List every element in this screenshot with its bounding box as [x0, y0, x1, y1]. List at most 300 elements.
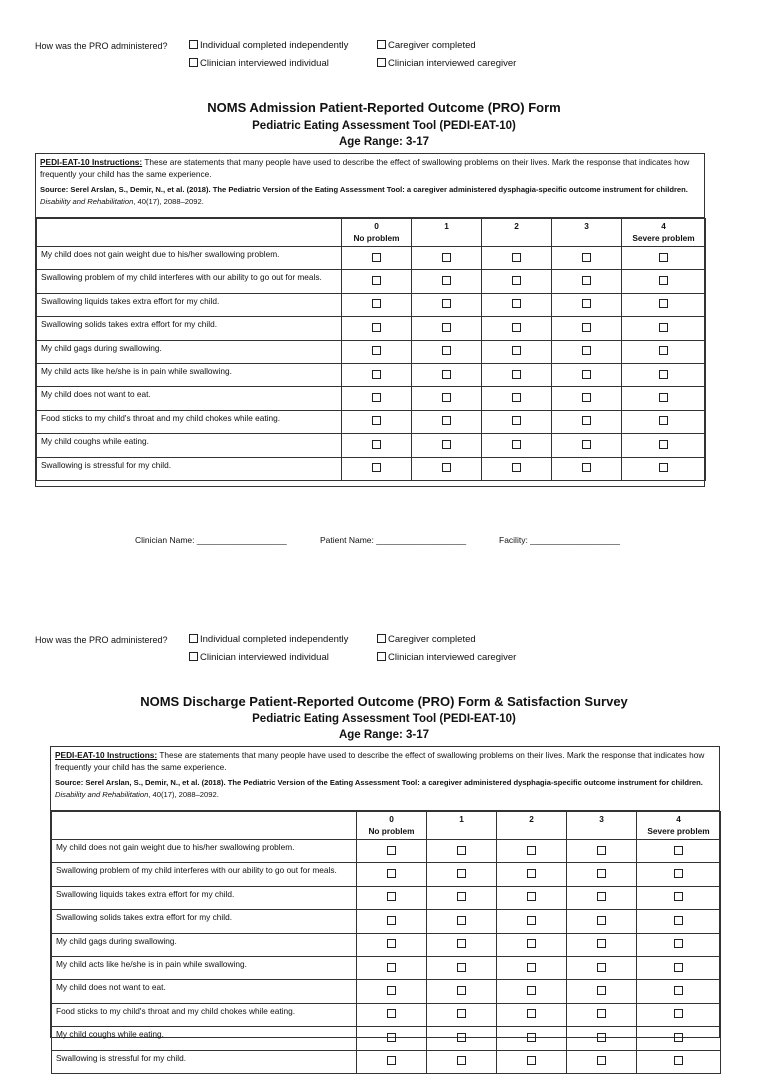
score-cell-1	[412, 247, 482, 270]
checkbox-icon[interactable]	[372, 346, 381, 355]
admission-form	[35, 153, 705, 487]
checkbox-icon[interactable]	[527, 846, 536, 855]
statement-text: My child coughs while eating.	[37, 434, 342, 457]
table-row	[37, 247, 706, 270]
score-cell-2	[482, 387, 552, 410]
score-cell-3	[552, 363, 622, 386]
checkbox-icon[interactable]	[372, 323, 381, 332]
score-cell-1	[427, 910, 497, 933]
checkbox-icon[interactable]	[527, 869, 536, 878]
score-cell-1	[412, 363, 482, 386]
checkbox-icon[interactable]	[659, 323, 668, 332]
score-cell-0	[357, 1050, 427, 1073]
header-score-number: 0	[374, 221, 379, 231]
header-score-number: 4	[661, 221, 666, 231]
score-cell-2	[482, 293, 552, 316]
checkbox-icon[interactable]	[582, 440, 591, 449]
checkbox-icon[interactable]	[457, 1009, 466, 1018]
admission-subtitle: Pediatric Eating Assessment Tool (PEDI-EAT-10)	[252, 120, 516, 132]
instructions-label: PEDI-EAT-10 Instructions:	[55, 750, 158, 760]
score-cell-3	[567, 980, 637, 1003]
checkbox-icon[interactable]	[527, 1009, 536, 1018]
score-cell-4	[637, 1050, 721, 1073]
table-row	[52, 840, 721, 863]
checkbox-icon[interactable]	[527, 916, 536, 925]
score-cell-4	[622, 387, 706, 410]
checkbox-icon[interactable]	[597, 963, 606, 972]
score-cell-0	[342, 387, 412, 410]
header-score-3	[552, 219, 622, 247]
table-row	[52, 1050, 721, 1073]
statement-text: My child gags during swallowing.	[37, 340, 342, 363]
discharge-title: NOMS Discharge Patient-Reported Outcome (PRO) Form & Satisfaction Survey	[140, 694, 628, 709]
score-cell-2	[497, 886, 567, 909]
score-cell-1	[412, 457, 482, 480]
checkbox-icon[interactable]	[674, 1033, 683, 1042]
score-cell-0	[357, 863, 427, 886]
checkbox-icon[interactable]	[372, 393, 381, 402]
statement-text: My child acts like he/she is in pain while swallowing.	[37, 363, 342, 386]
score-cell-1	[412, 340, 482, 363]
table-row	[37, 457, 706, 480]
score-cell-1	[412, 434, 482, 457]
checkbox-icon[interactable]	[674, 986, 683, 995]
checkbox-icon[interactable]	[659, 393, 668, 402]
statement-text: Swallowing is stressful for my child.	[37, 457, 342, 480]
checkbox-icon[interactable]	[597, 1056, 606, 1065]
checkbox-icon[interactable]	[582, 370, 591, 379]
header-score-number: 4	[676, 814, 681, 824]
score-cell-4	[622, 434, 706, 457]
checkbox-icon[interactable]	[674, 1056, 683, 1065]
score-cell-1	[427, 840, 497, 863]
checkbox-icon[interactable]	[442, 463, 451, 472]
score-cell-4	[637, 1003, 721, 1026]
checkbox-icon[interactable]	[387, 869, 396, 878]
checkbox-icon[interactable]	[442, 253, 451, 262]
table-row	[37, 387, 706, 410]
table-row	[52, 980, 721, 1003]
score-cell-3	[552, 317, 622, 340]
score-cell-1	[427, 863, 497, 886]
score-cell-0	[342, 247, 412, 270]
score-cell-2	[482, 434, 552, 457]
checkbox-icon[interactable]	[597, 1033, 606, 1042]
score-cell-0	[342, 270, 412, 293]
instructions-text: These are statements that many people have used to describe the effect of swallowing problems on their lives. Mark the response that indicates how frequently your child has the same experience.	[55, 750, 705, 772]
discharge-form	[50, 746, 720, 1063]
source-citation: Source: Serel Arslan, S., Demir, N., et al. (2018). The Pediatric Version of the Eating Assessment Tool: a caregiver administered dysphagia-specific outcome instrument for children. Disability and Rehabilitation, 40(17), 2088–2092.	[55, 778, 703, 799]
score-cell-2	[497, 863, 567, 886]
statement-text: My child does not want to eat.	[37, 387, 342, 410]
header-score-4	[622, 219, 706, 247]
score-cell-0	[357, 933, 427, 956]
checkbox-icon[interactable]	[457, 846, 466, 855]
table-row	[52, 1027, 721, 1050]
checkbox-icon[interactable]	[372, 440, 381, 449]
checkbox-icon[interactable]	[457, 892, 466, 901]
checkbox-icon[interactable]	[527, 892, 536, 901]
score-cell-1	[427, 1003, 497, 1026]
option-clinician-interviewed-individual[interactable]: Clinician interviewed individual	[189, 652, 329, 663]
header-score-1	[427, 812, 497, 840]
score-cell-3	[567, 1050, 637, 1073]
header-score-0	[357, 812, 427, 840]
instructions-text: These are statements that many people have used to describe the effect of swallowing problems on their lives. Mark the response that indicates how frequently your child has the same experience.	[40, 157, 690, 179]
checkbox-icon[interactable]	[457, 939, 466, 948]
score-cell-4	[622, 410, 706, 433]
checkbox-icon[interactable]	[597, 869, 606, 878]
admission-age-range: Age Range: 3-17	[338, 136, 430, 148]
score-cell-4	[622, 270, 706, 293]
score-cell-0	[357, 840, 427, 863]
checkbox-icon[interactable]	[512, 346, 521, 355]
checkbox-icon[interactable]	[387, 892, 396, 901]
checkbox-icon[interactable]	[582, 393, 591, 402]
score-cell-1	[412, 387, 482, 410]
checkbox-icon[interactable]	[659, 440, 668, 449]
score-cell-2	[482, 363, 552, 386]
score-cell-4	[637, 933, 721, 956]
header-score-0	[342, 219, 412, 247]
score-cell-1	[427, 886, 497, 909]
checkbox-icon[interactable]	[372, 370, 381, 379]
score-cell-1	[412, 270, 482, 293]
table-row	[52, 863, 721, 886]
score-cell-2	[482, 270, 552, 293]
header-score-number: 3	[584, 221, 589, 231]
checkbox-icon[interactable]	[442, 440, 451, 449]
score-cell-3	[552, 434, 622, 457]
administered-question: How was the PRO administered?	[35, 41, 168, 51]
score-cell-4	[637, 980, 721, 1003]
checkbox-icon[interactable]	[659, 346, 668, 355]
checkbox-icon[interactable]	[582, 323, 591, 332]
score-cell-4	[637, 910, 721, 933]
score-cell-0	[357, 910, 427, 933]
header-score-2	[497, 812, 567, 840]
statement-text: My child gags during swallowing.	[52, 933, 357, 956]
score-cell-0	[357, 886, 427, 909]
statement-text: Swallowing solids takes extra effort for my child.	[52, 910, 357, 933]
checkbox-icon[interactable]	[582, 299, 591, 308]
score-cell-0	[342, 317, 412, 340]
score-cell-2	[497, 1027, 567, 1050]
score-cell-1	[412, 410, 482, 433]
score-cell-4	[637, 840, 721, 863]
option-individual-independent[interactable]: Individual completed independently	[189, 40, 348, 51]
score-cell-4	[622, 247, 706, 270]
table-row	[52, 956, 721, 979]
statement-text: My child acts like he/she is in pain while swallowing.	[52, 956, 357, 979]
option-caregiver-completed[interactable]: Caregiver completed	[377, 634, 476, 645]
checkbox-icon[interactable]	[442, 416, 451, 425]
checkbox-icon[interactable]	[582, 276, 591, 285]
score-cell-2	[497, 1050, 567, 1073]
checkbox-icon[interactable]	[442, 276, 451, 285]
checkbox-icon[interactable]	[659, 299, 668, 308]
score-cell-3	[567, 1003, 637, 1026]
score-cell-2	[482, 457, 552, 480]
option-clinician-interviewed-individual[interactable]: Clinician interviewed individual	[189, 58, 329, 69]
score-cell-3	[567, 933, 637, 956]
instructions-label: PEDI-EAT-10 Instructions:	[40, 157, 143, 167]
table-row	[52, 886, 721, 909]
header-score-number: 2	[514, 221, 519, 231]
statement-text: Food sticks to my child's throat and my child chokes while eating.	[37, 410, 342, 433]
checkbox-icon[interactable]	[442, 346, 451, 355]
checkbox-icon[interactable]	[659, 370, 668, 379]
checkbox-icon[interactable]	[597, 916, 606, 925]
header-score-number: 1	[459, 814, 464, 824]
header-score-number: 0	[389, 814, 394, 824]
checkbox-icon[interactable]	[527, 1033, 536, 1042]
checkbox-icon[interactable]	[597, 939, 606, 948]
checkbox-icon[interactable]	[512, 276, 521, 285]
checkbox-icon[interactable]	[372, 299, 381, 308]
checkbox-icon[interactable]	[189, 40, 198, 49]
checkbox-icon[interactable]	[457, 963, 466, 972]
checkbox-icon[interactable]	[512, 393, 521, 402]
header-score-number: 3	[599, 814, 604, 824]
header-score-label: No problem	[368, 826, 415, 836]
checkbox-icon[interactable]	[372, 416, 381, 425]
checkbox-icon[interactable]	[527, 963, 536, 972]
source-citation: Source: Serel Arslan, S., Demir, N., et al. (2018). The Pediatric Version of the Eating Assessment Tool: a caregiver administered dysphagia-specific outcome instrument for children. Disability and Rehabilitation, 40(17), 2088–2092.	[40, 185, 688, 206]
checkbox-icon[interactable]	[674, 916, 683, 925]
statement-text: My child does not gain weight due to his/her swallowing problem.	[37, 247, 342, 270]
header-score-label: No problem	[353, 233, 400, 243]
checkbox-icon[interactable]	[512, 253, 521, 262]
table-row	[52, 1003, 721, 1026]
checkbox-icon[interactable]	[674, 1009, 683, 1018]
score-cell-2	[497, 840, 567, 863]
checkbox-icon[interactable]	[189, 634, 198, 643]
score-cell-0	[342, 434, 412, 457]
checkbox-icon[interactable]	[582, 253, 591, 262]
checkbox-icon[interactable]	[659, 276, 668, 285]
score-cell-4	[637, 1027, 721, 1050]
statement-text: Swallowing solids takes extra effort for my child.	[37, 317, 342, 340]
score-cell-1	[427, 1050, 497, 1073]
checkbox-icon[interactable]	[387, 916, 396, 925]
checkbox-icon[interactable]	[527, 986, 536, 995]
checkbox-icon[interactable]	[387, 846, 396, 855]
table-row	[37, 270, 706, 293]
score-cell-1	[412, 293, 482, 316]
score-cell-2	[482, 340, 552, 363]
statement-text: My child does not gain weight due to his/her swallowing problem.	[52, 840, 357, 863]
score-cell-4	[637, 956, 721, 979]
score-cell-4	[622, 317, 706, 340]
checkbox-icon[interactable]	[597, 1009, 606, 1018]
score-cell-4	[637, 863, 721, 886]
score-cell-3	[552, 387, 622, 410]
checkbox-icon[interactable]	[659, 416, 668, 425]
checkbox-icon[interactable]	[189, 652, 198, 661]
checkbox-icon[interactable]	[377, 40, 386, 49]
checkbox-icon[interactable]	[442, 323, 451, 332]
admission-instructions	[36, 154, 704, 218]
score-cell-2	[497, 910, 567, 933]
discharge-age-range: Age Range: 3-17	[338, 729, 430, 741]
checkbox-icon[interactable]	[457, 1056, 466, 1065]
clinician-name-field[interactable]: Clinician Name: ___________________	[135, 535, 287, 545]
checkbox-icon[interactable]	[597, 986, 606, 995]
score-cell-3	[567, 863, 637, 886]
checkbox-icon[interactable]	[582, 346, 591, 355]
checkbox-icon[interactable]	[387, 1056, 396, 1065]
administered-question: How was the PRO administered?	[35, 635, 168, 645]
checkbox-icon[interactable]	[512, 416, 521, 425]
checkbox-icon[interactable]	[442, 370, 451, 379]
score-cell-2	[482, 410, 552, 433]
discharge-instructions	[51, 747, 719, 811]
checkbox-icon[interactable]	[674, 846, 683, 855]
score-cell-3	[552, 410, 622, 433]
statement-text: Swallowing is stressful for my child.	[52, 1050, 357, 1073]
patient-name-field[interactable]: Patient Name: ___________________	[320, 535, 467, 545]
admission-title: NOMS Admission Patient-Reported Outcome (PRO) Form	[207, 100, 561, 115]
checkbox-icon[interactable]	[387, 1009, 396, 1018]
score-cell-4	[622, 340, 706, 363]
score-cell-4	[622, 457, 706, 480]
score-cell-1	[427, 980, 497, 1003]
score-cell-2	[482, 247, 552, 270]
checkbox-icon[interactable]	[674, 892, 683, 901]
checkbox-icon[interactable]	[597, 846, 606, 855]
statement-text: Swallowing problem of my child interferes with our ability to go out for meals.	[37, 270, 342, 293]
checkbox-icon[interactable]	[457, 1033, 466, 1042]
header-score-4	[637, 812, 721, 840]
score-cell-2	[497, 956, 567, 979]
score-cell-3	[567, 910, 637, 933]
score-cell-0	[357, 1003, 427, 1026]
table-row	[37, 340, 706, 363]
checkbox-icon[interactable]	[527, 939, 536, 948]
score-cell-2	[497, 933, 567, 956]
score-cell-0	[342, 363, 412, 386]
checkbox-icon[interactable]	[674, 963, 683, 972]
checkbox-icon[interactable]	[377, 634, 386, 643]
score-cell-3	[552, 340, 622, 363]
score-cell-0	[342, 457, 412, 480]
checkbox-icon[interactable]	[442, 299, 451, 308]
checkbox-icon[interactable]	[372, 253, 381, 262]
checkbox-icon[interactable]	[189, 58, 198, 67]
checkbox-icon[interactable]	[674, 869, 683, 878]
checkbox-icon[interactable]	[442, 393, 451, 402]
score-cell-4	[637, 886, 721, 909]
facility-field[interactable]: Facility: ___________________	[499, 535, 620, 545]
checkbox-icon[interactable]	[387, 963, 396, 972]
table-row	[37, 293, 706, 316]
checkbox-icon[interactable]	[512, 463, 521, 472]
checkbox-icon[interactable]	[372, 463, 381, 472]
checkbox-icon[interactable]	[674, 939, 683, 948]
checkbox-icon[interactable]	[457, 916, 466, 925]
score-cell-0	[342, 340, 412, 363]
score-cell-1	[427, 1027, 497, 1050]
checkbox-icon[interactable]	[597, 892, 606, 901]
statement-text: My child does not want to eat.	[52, 980, 357, 1003]
checkbox-icon[interactable]	[372, 276, 381, 285]
checkbox-icon[interactable]	[387, 939, 396, 948]
checkbox-icon[interactable]	[512, 440, 521, 449]
score-cell-3	[552, 293, 622, 316]
header-score-number: 1	[444, 221, 449, 231]
score-cell-3	[567, 886, 637, 909]
score-cell-0	[357, 1027, 427, 1050]
score-cell-3	[552, 247, 622, 270]
discharge-rating-table	[51, 811, 721, 1074]
score-cell-1	[427, 956, 497, 979]
header-score-3	[567, 812, 637, 840]
discharge-subtitle: Pediatric Eating Assessment Tool (PEDI-EAT-10)	[252, 713, 516, 725]
checkbox-icon[interactable]	[527, 1056, 536, 1065]
score-cell-0	[342, 293, 412, 316]
score-cell-1	[412, 317, 482, 340]
checkbox-icon[interactable]	[457, 986, 466, 995]
checkbox-icon[interactable]	[377, 652, 386, 661]
checkbox-icon[interactable]	[457, 869, 466, 878]
checkbox-icon[interactable]	[582, 463, 591, 472]
table-header-row	[37, 219, 706, 247]
option-clinician-interviewed-caregiver[interactable]: Clinician interviewed caregiver	[377, 652, 516, 663]
score-cell-3	[567, 840, 637, 863]
statement-text: Food sticks to my child's throat and my child chokes while eating.	[52, 1003, 357, 1026]
checkbox-icon[interactable]	[512, 323, 521, 332]
table-row	[37, 434, 706, 457]
header-blank	[52, 812, 357, 840]
checkbox-icon[interactable]	[582, 416, 591, 425]
admission-rating-table	[36, 218, 706, 481]
score-cell-3	[552, 270, 622, 293]
header-score-number: 2	[529, 814, 534, 824]
checkbox-icon[interactable]	[659, 463, 668, 472]
table-row	[37, 363, 706, 386]
score-cell-0	[357, 956, 427, 979]
header-score-2	[482, 219, 552, 247]
table-row	[37, 317, 706, 340]
score-cell-4	[622, 363, 706, 386]
score-cell-2	[482, 317, 552, 340]
option-caregiver-completed[interactable]: Caregiver completed	[377, 40, 476, 51]
checkbox-icon[interactable]	[387, 1033, 396, 1042]
score-cell-3	[552, 457, 622, 480]
statement-text: Swallowing liquids takes extra effort for my child.	[52, 886, 357, 909]
table-header-row	[52, 812, 721, 840]
option-individual-independent[interactable]: Individual completed independently	[189, 634, 348, 645]
score-cell-4	[622, 293, 706, 316]
header-blank	[37, 219, 342, 247]
score-cell-2	[497, 980, 567, 1003]
score-cell-0	[342, 410, 412, 433]
score-cell-3	[567, 1027, 637, 1050]
header-score-label: Severe problem	[647, 826, 710, 836]
checkbox-icon[interactable]	[512, 299, 521, 308]
checkbox-icon[interactable]	[387, 986, 396, 995]
table-row	[52, 910, 721, 933]
score-cell-2	[497, 1003, 567, 1026]
header-score-1	[412, 219, 482, 247]
checkbox-icon[interactable]	[377, 58, 386, 67]
score-cell-3	[567, 956, 637, 979]
checkbox-icon[interactable]	[659, 253, 668, 262]
option-clinician-interviewed-caregiver[interactable]: Clinician interviewed caregiver	[377, 58, 516, 69]
checkbox-icon[interactable]	[512, 370, 521, 379]
score-cell-1	[427, 933, 497, 956]
